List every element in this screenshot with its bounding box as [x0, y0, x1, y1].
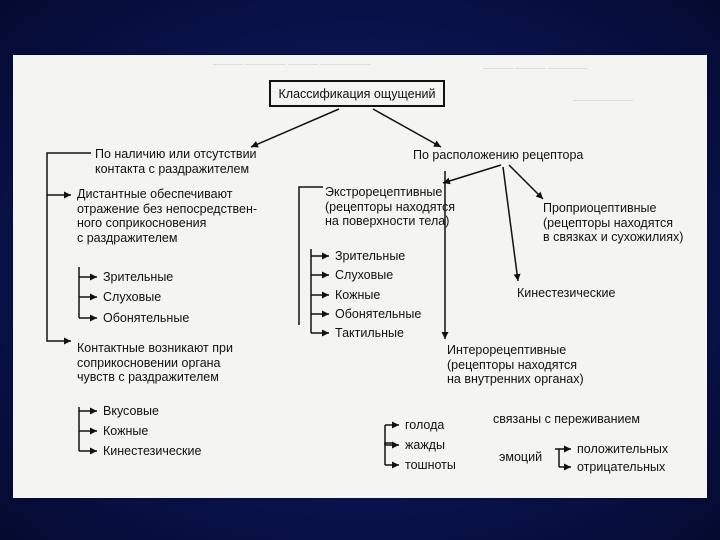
- distant-item: Обонятельные: [103, 311, 190, 325]
- contact-item: Вкусовые: [103, 404, 159, 418]
- intero-item: тошноты: [405, 458, 456, 472]
- branch-location-label: По расположению рецептора: [413, 148, 584, 162]
- emotion-label: эмоций: [499, 450, 543, 464]
- bleed-through-text: ——————: [573, 95, 633, 106]
- extero-item: Кожные: [335, 288, 381, 302]
- kinest-label: Кинестезические: [517, 286, 616, 300]
- extero-item: Зрительные: [335, 249, 406, 263]
- bracket-intero-items: [385, 443, 393, 465]
- distant-item: Зрительные: [103, 270, 174, 284]
- intero-item: жажды: [405, 438, 445, 452]
- proprio-label: Проприоцептивные (рецепторы находятся в связках и сухожилиях): [543, 201, 684, 244]
- distant-label: Дистантные обеспечивают отражение без непосредствен- ного соприкосновения с раздражителем: [77, 187, 258, 245]
- intero-label: Интерорецептивные (рецепторы находятся на внутренних органах): [447, 343, 584, 386]
- arrow-to-kinest: [503, 167, 518, 281]
- arrow-to-extero: [443, 165, 501, 183]
- bracket-emotions: [555, 449, 559, 467]
- bleed-through-text: ——— ——— ————: [483, 63, 588, 74]
- contact-item: Кинестезические: [103, 444, 202, 458]
- bleed-through-text: ——— ———— ——— —————: [213, 59, 371, 70]
- extero-label: Экстрорецептивные (рецепторы находятся на поверхности тела): [325, 185, 456, 228]
- extero-item: Обонятельные: [335, 307, 422, 321]
- arrow-title-to-contact: [251, 109, 339, 147]
- bracket-contact: [47, 153, 91, 341]
- contact-label: Контактные возникают при соприкосновении органа чувств с раздражителем: [77, 341, 233, 384]
- branch-contact-label: По наличию или отсутствии контакта с раздражителем: [95, 147, 257, 176]
- arrow-to-proprio: [509, 165, 543, 199]
- emotion-item: отрицательных: [577, 460, 666, 474]
- diagram-title: Классификация ощущений: [278, 86, 436, 101]
- arrow-title-to-location: [373, 109, 441, 147]
- title-box: [269, 80, 445, 107]
- contact-item: Кожные: [103, 424, 149, 438]
- distant-item: Слуховые: [103, 290, 162, 304]
- extero-item: Слуховые: [335, 268, 394, 282]
- emotion-related-label: связаны с переживанием: [493, 412, 640, 426]
- intero-item: голода: [405, 418, 445, 432]
- diagram-sheet: [13, 55, 707, 498]
- emotion-item: положительных: [577, 442, 669, 456]
- extero-item: Тактильные: [335, 326, 404, 340]
